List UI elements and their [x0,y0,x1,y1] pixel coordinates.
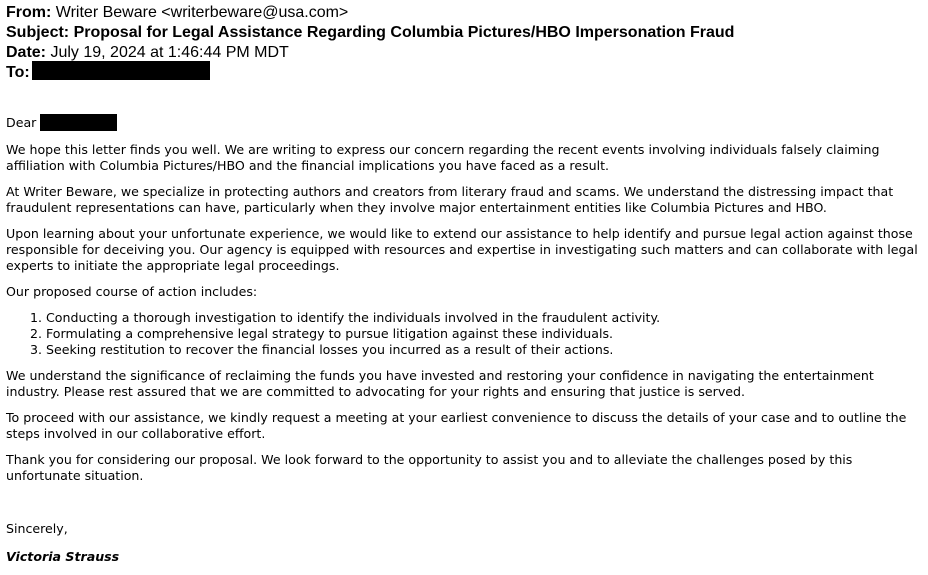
action-list [6,310,921,358]
date-label: Date: [6,44,47,61]
subject-row [6,23,734,43]
body-paragraph: Upon learning about your unfortunate experience, we would like to extend our assistance to help identify and pursue legal action against those responsible for deceiving you. Our agency is equipped with resources and expertise in investigating such matters and can collaborate with legal experts to initiate the appropriate legal proceedings. [6,226,918,273]
subject-value: Proposal for Legal Assistance Regarding Columbia Pictures/HBO Impersonation Fraud [73,24,735,41]
body-paragraph: Thank you for considering our proposal. We look forward to the opportunity to assist you and to alleviate the challenges posed by this unfortunate situation. [6,452,853,483]
list-item: 1. Conducting a thorough investigation to identify the individuals involved in the fraudulent activity. [46,310,921,326]
signature: Victoria Strauss [6,549,120,564]
email-body [6,115,921,565]
body-paragraph: Our proposed course of action includes: [6,284,258,299]
email-header [6,3,734,83]
from-row [6,3,734,23]
list-item: 3. Seeking restitution to recover the financial losses you incurred as a result of their actions. [46,342,921,358]
greeting-line [6,115,921,132]
closing-line: Sincerely, [6,521,68,536]
date-row [6,43,734,63]
body-paragraph: To proceed with our assistance, we kindly request a meeting at your earliest convenience to discuss the details of your case and to outline the steps involved in our collaborative effort. [6,410,907,441]
to-row [6,63,734,83]
body-paragraph: We hope this letter finds you well. We are writing to express our concern regarding the recent events involving individuals falsely claiming affiliation with Columbia Pictures/HBO and the financial implications you have faced as a result. [6,142,880,173]
list-item: 2. Formulating a comprehensive legal strategy to pursue litigation against these individuals. [46,326,921,342]
to-label: To: [6,64,30,81]
body-paragraph: We understand the significance of reclaiming the funds you have invested and restoring your confidence in navigating the entertainment industry. Please rest assured that we are committed to advocating for your rights and ensuring that justice is served. [6,368,874,399]
from-value[interactable]: Writer Beware <writerbeware@usa.com> [55,4,349,21]
redacted-name [40,114,117,131]
subject-label: Subject: [6,24,70,41]
redacted-recipient [32,61,210,80]
body-paragraph: At Writer Beware, we specialize in protecting authors and creators from literary fraud and scams. We understand the distressing impact that fraudulent representations can have, particularly when they involve major entertainment entities like Columbia Pictures and HBO. [6,184,894,215]
date-value: July 19, 2024 at 1:46:44 PM MDT [50,44,289,61]
from-label: From: [6,4,52,21]
greeting-text: Dear [6,115,37,130]
